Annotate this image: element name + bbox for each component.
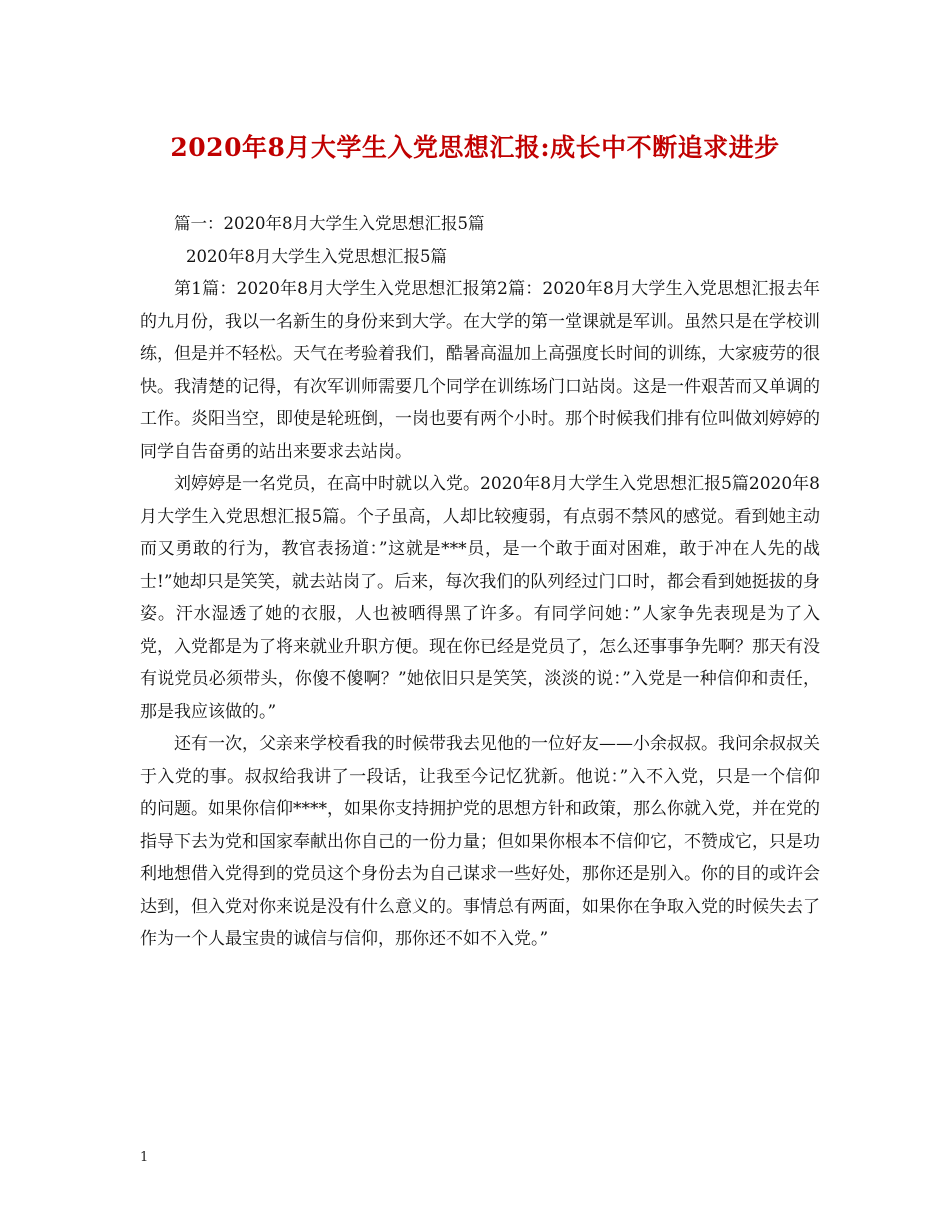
page-number: 1: [140, 1150, 149, 1165]
subheading-article-title: 2020年8月大学生入党思想汇报5篇: [186, 247, 447, 266]
subheading-part-one: 篇一：2020年8月大学生入党思想汇报5篇: [174, 214, 485, 233]
paragraph-2: 刘婷婷是一名党员，在高中时就以入党。2020年8月大学生入党思想汇报5篇2020年8月大学生入党思想汇报5篇。个子虽高，人却比较瘦弱，有点弱不禁风的感觉。看到她主动而又勇敢的行为，教官表扬道：”这就是***员，是一个敢于面对困难，敢于冲在人先的战士!”她却只是笑笑，就去站岗了。后来，每次我们的队列经过门口时，都会看到她挺拔的身姿。汗水湿透了她的衣服，人也被晒得黑了许多。有同学问她：”人家争先表现是为了入党，入党都是为了将来就业升职方便。现在你已经是党员了，怎么还事事争先啊？那天有没有说党员必须带头，你傻不傻啊？”她依旧只是笑笑，淡淡的说：”入党是一种信仰和责任，那是我应该做的。”: [140, 474, 820, 722]
page-title: 2020年8月大学生入党思想汇报:成长中不断追求进步: [170, 133, 780, 162]
article-body: [140, 273, 820, 956]
paragraph-1: 第1篇：2020年8月大学生入党思想汇报第2篇：2020年8月大学生入党思想汇报去年的九月份，我以一名新生的身份来到大学。在大学的第一堂课就是军训。虽然只是在学校训练，但是并不轻松。天气在考验着我们，酷暑高温加上高强度长时间的训练，大家疲劳的很快。我清楚的记得，有次军训师需要几个同学在训练场门口站岗。这是一件艰苦而又单调的工作。炎阳当空，即使是轮班倒，一岗也要有两个小时。那个时候我们排有位叫做刘婷婷的同学自告奋勇的站出来要求去站岗。: [140, 279, 820, 462]
paragraph-3: 还有一次，父亲来学校看我的时候带我去见他的一位好友——小余叔叔。我问余叔叔关于入党的事。叔叔给我讲了一段话，让我至今记忆犹新。他说：”入不入党，只是一个信仰的问题。如果你信仰****，如果你支持拥护党的思想方针和政策，那么你就入党，并在党的指导下去为党和国家奉献出你自己的一份力量；但如果你根本不信仰它，不赞成它，只是功利地想借入党得到的党员这个身份去为自己谋求一些好处，那你还是别入。你的目的或许会达到，但入党对你来说是没有什么意义的。事情总有两面，如果你在争取入党的时候失去了作为一个人最宝贵的诚信与信仰，那你还不如不入党。”: [140, 734, 820, 949]
